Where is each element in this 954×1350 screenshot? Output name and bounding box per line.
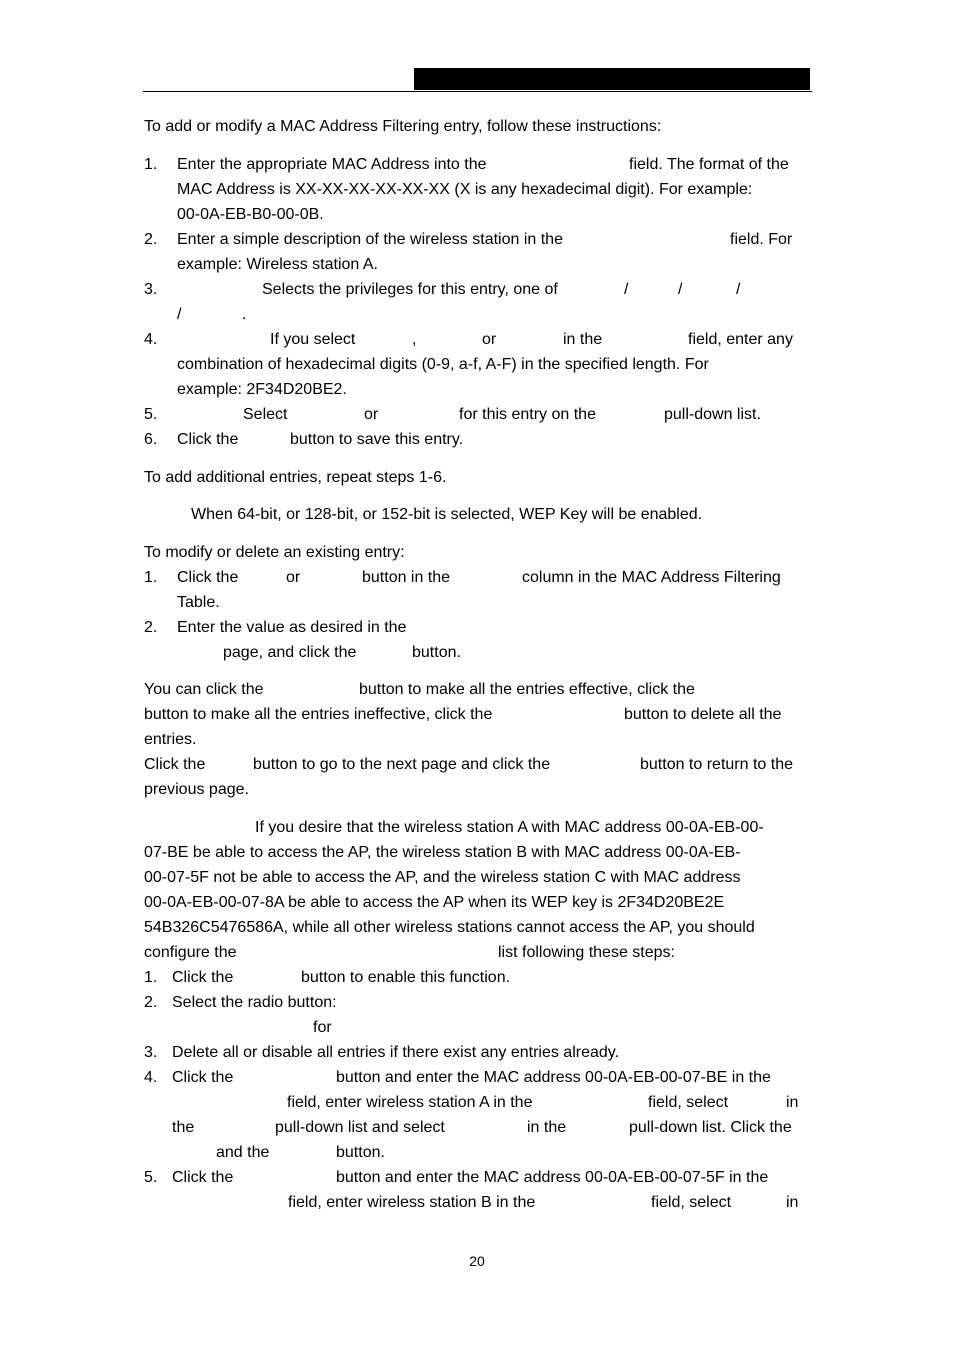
text-segment: Enter a simple description of the wireless station in the bbox=[177, 231, 563, 248]
text-segment: page, and click the bbox=[223, 644, 357, 661]
text-segment: example: Wireless station A. bbox=[177, 256, 378, 273]
text-segment: button and enter the MAC address 00-0A-EB-00-07-5F in the bbox=[336, 1169, 769, 1186]
text-segment: or bbox=[364, 406, 379, 423]
text-segment: field, enter wireless station B in the bbox=[288, 1194, 536, 1211]
text-segment: 5. bbox=[144, 406, 158, 423]
header-bar bbox=[414, 68, 810, 90]
text-segment: If you select bbox=[270, 331, 356, 348]
text-segment: Click the bbox=[144, 756, 206, 773]
text-segment: 1. bbox=[144, 569, 158, 586]
text-segment: 1. bbox=[144, 969, 158, 986]
text-segment: button to delete all the bbox=[624, 706, 782, 723]
header-rule bbox=[143, 91, 812, 92]
text-segment: , bbox=[412, 331, 417, 348]
text-segment: If you desire that the wireless station A with MAC address 00-0A-EB-00- bbox=[255, 819, 764, 836]
text-segment: in the bbox=[527, 1119, 567, 1136]
text-segment: button to go to the next page and click the bbox=[253, 756, 551, 773]
text-segment: MAC Address is XX-XX-XX-XX-XX-XX (X is any hexadecimal digit). For example: bbox=[177, 181, 753, 198]
text-segment: or bbox=[482, 331, 497, 348]
text-segment: in bbox=[786, 1194, 799, 1211]
text-segment: 2. bbox=[144, 994, 158, 1011]
text-segment: button and enter the MAC address 00-0A-EB-00-07-BE in the bbox=[336, 1069, 771, 1086]
text-segment: button in the bbox=[362, 569, 451, 586]
text-segment: Selects the privileges for this entry, one of bbox=[262, 281, 558, 298]
text-segment: / bbox=[624, 281, 629, 298]
text-segment: for this entry on the bbox=[459, 406, 596, 423]
text-segment: To modify or delete an existing entry: bbox=[144, 544, 405, 561]
text-segment: 2. bbox=[144, 231, 158, 248]
text-segment: combination of hexadecimal digits (0-9, a-f, A-F) in the specified length. For bbox=[177, 356, 709, 373]
text-segment: 00-07-5F not be able to access the AP, and the wireless station C with MAC address bbox=[144, 869, 741, 886]
text-segment: 4. bbox=[144, 1069, 158, 1086]
text-segment: pull-down list. Click the bbox=[629, 1119, 792, 1136]
text-segment: column in the MAC Address Filtering bbox=[522, 569, 781, 586]
text-segment: example: 2F34D20BE2. bbox=[177, 381, 347, 398]
text-segment: list following these steps: bbox=[498, 944, 675, 961]
text-segment: To add or modify a MAC Address Filtering entry, follow these instructions: bbox=[144, 118, 662, 135]
text-segment: button to return to the bbox=[640, 756, 793, 773]
text-segment: field. For bbox=[730, 231, 793, 248]
text-segment: pull-down list and select bbox=[275, 1119, 445, 1136]
text-segment: button to enable this function. bbox=[301, 969, 511, 986]
text-segment: button to save this entry. bbox=[290, 431, 464, 448]
text-segment: field. The format of the bbox=[629, 156, 789, 173]
text-segment: Select bbox=[243, 406, 288, 423]
text-segment: 00-0A-EB-B0-00-0B. bbox=[177, 206, 324, 223]
text-segment: 5. bbox=[144, 1169, 158, 1186]
text-segment: and the bbox=[216, 1144, 270, 1161]
text-segment: 54B326C5476586A, while all other wireless stations cannot access the AP, you should bbox=[144, 919, 755, 936]
text-segment: entries. bbox=[144, 731, 197, 748]
page-number: 20 bbox=[469, 1253, 485, 1269]
text-segment: in the bbox=[563, 331, 603, 348]
text-segment: 00-0A-EB-00-07-8A be able to access the AP when its WEP key is 2F34D20BE2E bbox=[144, 894, 725, 911]
text-segment: 3. bbox=[144, 281, 158, 298]
text-segment: To add additional entries, repeat steps 1-6. bbox=[144, 469, 447, 486]
text-segment: / bbox=[736, 281, 741, 298]
text-segment: previous page. bbox=[144, 781, 249, 798]
text-segment: button. bbox=[336, 1144, 385, 1161]
text-segment: Select the radio button: bbox=[172, 994, 337, 1011]
text-segment: field, enter wireless station A in the bbox=[287, 1094, 533, 1111]
text-segment: Enter the value as desired in the bbox=[177, 619, 407, 636]
text-segment: 07-BE be able to access the AP, the wireless station B with MAC address 00-0A-EB- bbox=[144, 844, 741, 861]
text-segment: / bbox=[177, 306, 182, 323]
text-segment: 6. bbox=[144, 431, 158, 448]
text-segment: configure the bbox=[144, 944, 237, 961]
text-segment: field, select bbox=[648, 1094, 729, 1111]
text-segment: field, select bbox=[651, 1194, 732, 1211]
text-segment: the bbox=[172, 1119, 195, 1136]
text-segment: 4. bbox=[144, 331, 158, 348]
text-segment: Click the bbox=[172, 1169, 234, 1186]
text-segment: / bbox=[678, 281, 683, 298]
text-segment: field, enter any bbox=[688, 331, 793, 348]
text-segment: Click the bbox=[177, 569, 239, 586]
text-segment: 2. bbox=[144, 619, 158, 636]
text-segment: Delete all or disable all entries if there exist any entries already. bbox=[172, 1044, 620, 1061]
text-segment: pull-down list. bbox=[664, 406, 761, 423]
text-segment: You can click the bbox=[144, 681, 264, 698]
text-segment: button. bbox=[412, 644, 461, 661]
text-segment: Click the bbox=[177, 431, 239, 448]
text-segment: in bbox=[786, 1094, 799, 1111]
text-segment: . bbox=[242, 306, 247, 323]
text-segment: 3. bbox=[144, 1044, 158, 1061]
text-segment: 1. bbox=[144, 156, 158, 173]
text-segment: button to make all the entries ineffective, click the bbox=[144, 706, 493, 723]
text-segment: Click the bbox=[172, 969, 234, 986]
text-segment: Click the bbox=[172, 1069, 234, 1086]
text-segment: button to make all the entries effective, click the bbox=[359, 681, 695, 698]
text-segment: Enter the appropriate MAC Address into the bbox=[177, 156, 487, 173]
text-segment: or bbox=[286, 569, 301, 586]
text-segment: When 64-bit, or 128-bit, or 152-bit is selected, WEP Key will be enabled. bbox=[191, 506, 703, 523]
text-segment: Table. bbox=[177, 594, 220, 611]
text-segment: for bbox=[313, 1019, 332, 1036]
